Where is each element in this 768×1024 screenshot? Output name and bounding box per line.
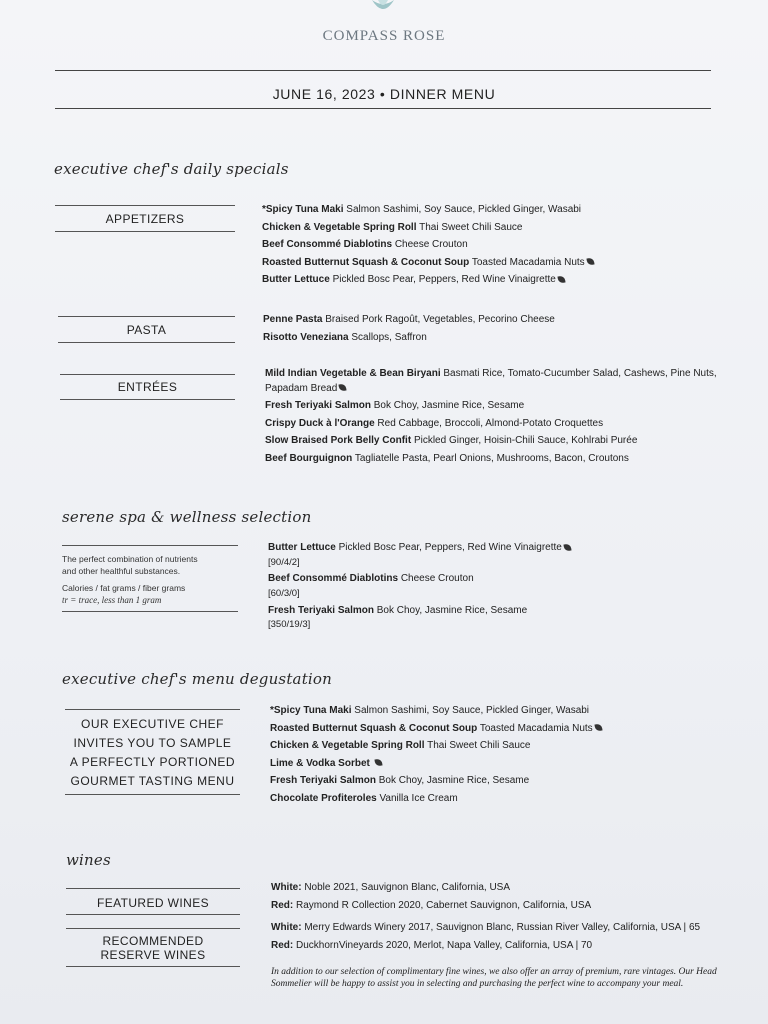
category-rule	[66, 966, 240, 967]
menu-item-name: Fresh Teriyaki Salmon	[265, 400, 371, 411]
menu-item-name: White:	[271, 922, 302, 933]
reserve-label-line: RECOMMENDED	[102, 934, 204, 948]
category-label-entrees: ENTRÉES	[117, 380, 178, 394]
menu-item-description: Noble 2021, Sauvignon Blanc, California, USA	[304, 882, 511, 893]
spa-note-line: and other healthful substances.	[62, 566, 181, 577]
menu-item-description: Braised Pork Ragoût, Vegetables, Pecorino Cheese	[325, 314, 555, 325]
menu-item-name: Roasted Butternut Squash & Coconut Soup	[262, 256, 470, 268]
leaf-icon	[339, 384, 347, 392]
menu-item	[265, 434, 720, 449]
section-heading-daily-specials: executive chef's daily specials	[54, 160, 289, 178]
entrees-list	[265, 367, 720, 469]
category-rule	[60, 399, 235, 400]
menu-item	[270, 739, 720, 754]
date-title: JUNE 16, 2023 • DINNER MENU	[272, 86, 496, 102]
menu-item	[262, 238, 732, 253]
menu-item	[270, 704, 720, 719]
menu-item	[262, 203, 732, 218]
menu-item-name: Lime & Vodka Sorbet	[270, 757, 370, 769]
pasta-list	[263, 313, 733, 348]
menu-item-name: Crispy Duck à l'Orange	[265, 417, 375, 429]
menu-item-description: Thai Sweet Chili Sauce	[419, 221, 523, 233]
menu-item-description: Red Cabbage, Broccoli, Almond-Potato Croquettes	[377, 417, 604, 429]
menu-item	[262, 273, 732, 288]
menu-item	[265, 367, 720, 396]
menu-item-description: DuckhornVineyards 2020, Merlot, Napa Valley, California, USA | 70	[296, 939, 593, 951]
category-rule	[62, 545, 238, 546]
menu-item-description: Tagliatelle Pasta, Pearl Onions, Mushrooms, Bacon, Croutons	[354, 452, 629, 464]
invite-line: GOURMET TASTING MENU	[70, 774, 235, 788]
menu-item	[268, 604, 708, 632]
menu-item-description: Bok Choy, Jasmine Rice, Sesame	[373, 400, 525, 411]
menu-item	[262, 221, 732, 236]
category-label-appetizers: APPETIZERS	[105, 212, 185, 226]
invite-line: OUR EXECUTIVE CHEF	[80, 717, 224, 731]
invite-line: INVITES YOU TO SAMPLE	[73, 736, 232, 750]
leaf-icon	[563, 543, 571, 551]
menu-item-name: Roasted Butternut Squash & Coconut Soup	[270, 722, 478, 734]
menu-item-description: Pickled Bosc Pear, Peppers, Red Wine Vinaigrette	[338, 542, 562, 553]
menu-item-name: Mild Indian Vegetable & Bean Biryani	[265, 368, 441, 379]
menu-item	[265, 399, 720, 414]
invite-line: A PERFECTLY PORTIONED	[69, 755, 236, 769]
menu-item-name: Butter Lettuce	[268, 542, 336, 553]
menu-item-description: Salmon Sashimi, Soy Sauce, Pickled Ginger, Wasabi	[354, 705, 590, 716]
menu-item-name: Chicken & Vegetable Spring Roll	[270, 740, 425, 751]
category-rule	[65, 709, 240, 710]
category-label-featured-wines: FEATURED WINES	[96, 896, 210, 910]
menu-item-description: Toasted Macadamia Nuts	[479, 722, 593, 734]
menu-item	[271, 939, 761, 954]
menu-item	[262, 256, 732, 271]
category-label-reserve-wines	[66, 934, 240, 962]
menu-item	[271, 899, 731, 914]
category-label-pasta: PASTA	[126, 323, 167, 337]
menu-item-name: Red:	[271, 939, 294, 951]
featured-wines-list	[271, 881, 731, 916]
spa-note-line: tr = trace, less than 1 gram	[62, 594, 162, 605]
menu-item-name: Fresh Teriyaki Salmon	[270, 775, 376, 786]
header-rule-top	[55, 70, 711, 71]
header-rule-bottom	[55, 108, 711, 109]
menu-item	[271, 881, 731, 896]
menu-item	[265, 452, 720, 467]
nutrition-info: [60/3/0]	[268, 587, 300, 599]
menu-item-name: Red:	[271, 899, 294, 911]
spa-note-line: The perfect combination of nutrients	[62, 554, 198, 564]
spa-note	[62, 553, 242, 607]
leaf-icon	[374, 759, 382, 767]
menu-item-description: Cheese Crouton	[400, 573, 474, 585]
menu-item	[268, 541, 708, 569]
menu-item	[265, 417, 720, 432]
menu-item-name: Beef Consommé Diablotins	[262, 239, 393, 250]
menu-item-description: Merry Edwards Winery 2017, Sauvignon Blanc, Russian River Valley, California, USA | 65	[304, 922, 701, 933]
category-rule	[55, 205, 235, 206]
menu-item-description: Pickled Ginger, Hoisin-Chili Sauce, Kohlrabi Purée	[413, 435, 638, 446]
menu-item-name: Chocolate Profiteroles	[270, 792, 377, 804]
menu-item-name: *Spicy Tuna Maki	[270, 705, 352, 716]
menu-item-name: Risotto Veneziana	[263, 331, 349, 343]
menu-item	[263, 331, 733, 346]
nutrition-info: [350/19/3]	[268, 619, 311, 631]
leaf-icon	[594, 724, 602, 732]
degustation-list	[270, 704, 720, 809]
menu-item	[270, 774, 720, 789]
section-heading-degustation: executive chef's menu degustation	[62, 670, 333, 688]
brand-name: COMPASS ROSE	[322, 28, 446, 44]
menu-item-description: Bok Choy, Jasmine Rice, Sesame	[376, 604, 528, 616]
menu-item-name: *Spicy Tuna Maki	[262, 204, 344, 215]
category-rule	[66, 928, 240, 929]
section-heading-spa: serene spa & wellness selection	[62, 508, 312, 526]
leaf-icon	[586, 258, 594, 266]
menu-item-description: Thai Sweet Chili Sauce	[427, 740, 531, 751]
menu-item-description: Raymond R Collection 2020, Cabernet Sauvignon, California, USA	[296, 899, 592, 911]
category-rule	[58, 342, 235, 343]
menu-item	[270, 757, 720, 772]
menu-item-description: Vanilla Ice Cream	[379, 792, 458, 804]
menu-item-name: Fresh Teriyaki Salmon	[268, 604, 374, 616]
menu-item	[271, 921, 761, 936]
menu-item-description: Cheese Crouton	[394, 239, 468, 250]
category-rule	[66, 914, 240, 915]
menu-item-name: Butter Lettuce	[262, 274, 330, 285]
menu-item-name: Penne Pasta	[263, 314, 323, 325]
category-rule	[60, 374, 235, 375]
menu-item-name: White:	[271, 882, 302, 893]
menu-item	[270, 722, 720, 737]
nutrition-info: [90/4/2]	[268, 556, 300, 568]
reserve-label-line: RESERVE WINES	[100, 948, 206, 962]
menu-item	[263, 313, 733, 328]
menu-item-description: Bok Choy, Jasmine Rice, Sesame	[378, 775, 530, 786]
category-rule	[62, 611, 238, 612]
menu-item-description: Salmon Sashimi, Soy Sauce, Pickled Ginger, Wasabi	[346, 204, 582, 215]
menu-item-name: Chicken & Vegetable Spring Roll	[262, 221, 417, 233]
menu-item-description: Basmati Rice, Tomato-Cucumber Salad, Cashews, Pine Nuts, Papadam Bread	[265, 368, 717, 394]
appetizers-list	[262, 203, 732, 291]
menu-item-description: Toasted Macadamia Nuts	[471, 256, 585, 268]
category-rule	[66, 888, 240, 889]
menu-item-name: Slow Braised Pork Belly Confit	[265, 435, 412, 446]
menu-item	[268, 572, 708, 600]
reserve-wines-list	[271, 921, 761, 956]
compass-rose-logo-icon	[370, 0, 396, 14]
menu-item-name: Beef Bourguignon	[265, 452, 353, 464]
menu-item-description: Pickled Bosc Pear, Peppers, Red Wine Vinaigrette	[332, 274, 556, 285]
category-rule	[58, 316, 235, 317]
degustation-invite	[65, 715, 240, 791]
spa-note-line: Calories / fat grams / fiber grams	[62, 582, 186, 593]
leaf-icon	[557, 275, 565, 283]
menu-item	[270, 792, 720, 807]
spa-list	[268, 541, 708, 635]
menu-item-description: Scallops, Saffron	[351, 331, 427, 343]
category-rule	[55, 231, 235, 232]
sommelier-note: In addition to our selection of complimentary fine wines, we also offer an array of premium, rare vintages. Our Head Sommelier will be happy to assist you in selecting and purchasing the perfect wine to accompany your meal.	[271, 967, 717, 989]
section-heading-wines: wines	[66, 851, 111, 869]
category-rule	[65, 794, 240, 795]
menu-item-name: Beef Consommé Diablotins	[268, 573, 399, 585]
